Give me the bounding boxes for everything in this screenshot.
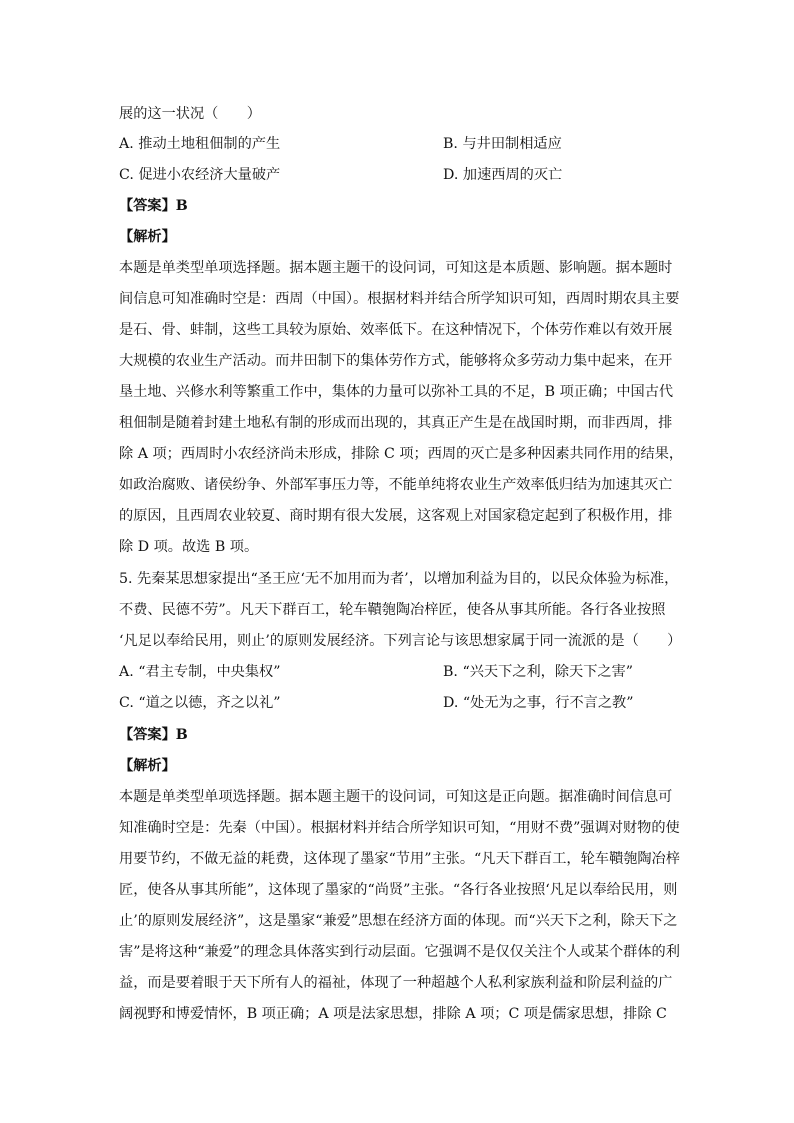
q5-stem-line: 不费、民德不劳”。凡天下群百工，轮车鞼匏陶冶梓匠，使各从事其所能。各行各业按照 (119, 602, 666, 618)
q5-answer: 【答案】B (119, 727, 188, 743)
q5-analysis-line: 益，而是要着眼于天下所有人的福祉，体现了一种超越个人私利家族利益和阶层利益的广 (119, 975, 673, 991)
q5-analysis-line: 用要节约，不做无益的耗费，这体现了墨家“节用”主张。“凡天下群百工，轮车鞼匏陶冶梓 (119, 851, 680, 867)
q4-answer: 【答案】B (119, 198, 188, 214)
q5-stem-line: 5. 先秦某思想家提出“圣王应‘无不加用而为者’，以增加利益为目的，以民众体验为标准， (119, 571, 679, 587)
q4-option-c: C. 促进小农经济大量破产 (119, 167, 281, 183)
q4-analysis-line: 本题是单类型单项选择题。据本题主题干的设问词，可知这是本质题、影响题。据本题时 (119, 260, 673, 276)
q4-analysis-line: 租佃制是随着封建土地私有制的形成而出现的，其真正产生是在战国时期，而非西周，排 (119, 415, 673, 431)
q5-analysis-line: 本题是单类型单项选择题。据本题主题干的设问词，可知这是正向题。据准确时间信息可 (119, 789, 673, 805)
q5-analysis-line: 匠，使各从事其所能”，这体现了墨家的“尚贤”主张。“各行各业按照‘凡足以奉给民用，则 (119, 882, 678, 898)
q4-option-d: D. 加速西周的灭亡 (443, 167, 563, 183)
q5-analysis-heading: 【解析】 (119, 758, 176, 774)
q5-option-d: D. “处无为之事，行不言之教” (443, 695, 634, 711)
q4-analysis-line: 如政治腐败、诸侯纷争、外部军事压力等，不能单纯将农业生产效率低归结为加速其灭亡 (119, 477, 673, 493)
q5-analysis-line: 阔视野和博爱情怀，B 项正确；A 项是法家思想，排除 A 项；C 项是儒家思想，排除 C (119, 1006, 667, 1022)
q4-analysis-line: 除 D 项。故选 B 项。 (119, 539, 259, 555)
q4-analysis-line: 除 A 项；西周时小农经济尚未形成，排除 C 项；西周的灭亡是多种因素共同作用的结果， (119, 446, 684, 462)
q5-option-b: B. “兴天下之利，除天下之害” (443, 664, 634, 680)
q4-analysis-line: 间信息可知准确时空是：西周（中国）。根据材料并结合所学知识可知，西周时期农具主要 (119, 291, 680, 307)
q4-stem-tail: 展的这一状况（ ） (119, 106, 261, 122)
q5-option-c: C. “道之以德，齐之以礼” (119, 695, 281, 711)
q4-option-b: B. 与井田制相适应 (443, 136, 562, 152)
q4-analysis-line: 是石、骨、蚌制，这些工具较为原始、效率低下。在这种情况下，个体劳作难以有效开展 (119, 322, 673, 338)
q4-analysis-line: 的原因，且西周农业较夏、商时期有很大发展，这客观上对国家稳定起到了积极作用，排 (119, 508, 673, 524)
q4-analysis-line: 垦土地、兴修水利等繁重工作中，集体的力量可以弥补工具的不足，B 项正确；中国古代 (119, 384, 674, 400)
q5-analysis-line: 止’的原则发展经济”，这是墨家“兼爱”思想在经济方面的体现。而“兴天下之利，除天下之 (119, 913, 678, 929)
q5-option-a: A. “君主专制，中央集权” (119, 664, 281, 680)
q4-analysis-line: 大规模的农业生产活动。而井田制下的集体劳作方式，能够将众多劳动力集中起来，在开 (119, 353, 673, 369)
q5-analysis-line: 害”是将这种“兼爱”的理念具体落实到行动层面。它强调不是仅仅关注个人或某个群体的利 (119, 944, 680, 960)
q4-option-a: A. 推动土地租佃制的产生 (119, 136, 281, 152)
q5-stem-line: ‘凡足以奉给民用，则止’的原则发展经济。下列言论与该思想家属于同一流派的是（ ） (119, 633, 682, 649)
q4-analysis-heading: 【解析】 (119, 229, 176, 245)
q5-analysis-line: 知准确时空是：先秦（中国）。根据材料并结合所学知识可知，“用财不费”强调对财物的使 (119, 820, 680, 836)
